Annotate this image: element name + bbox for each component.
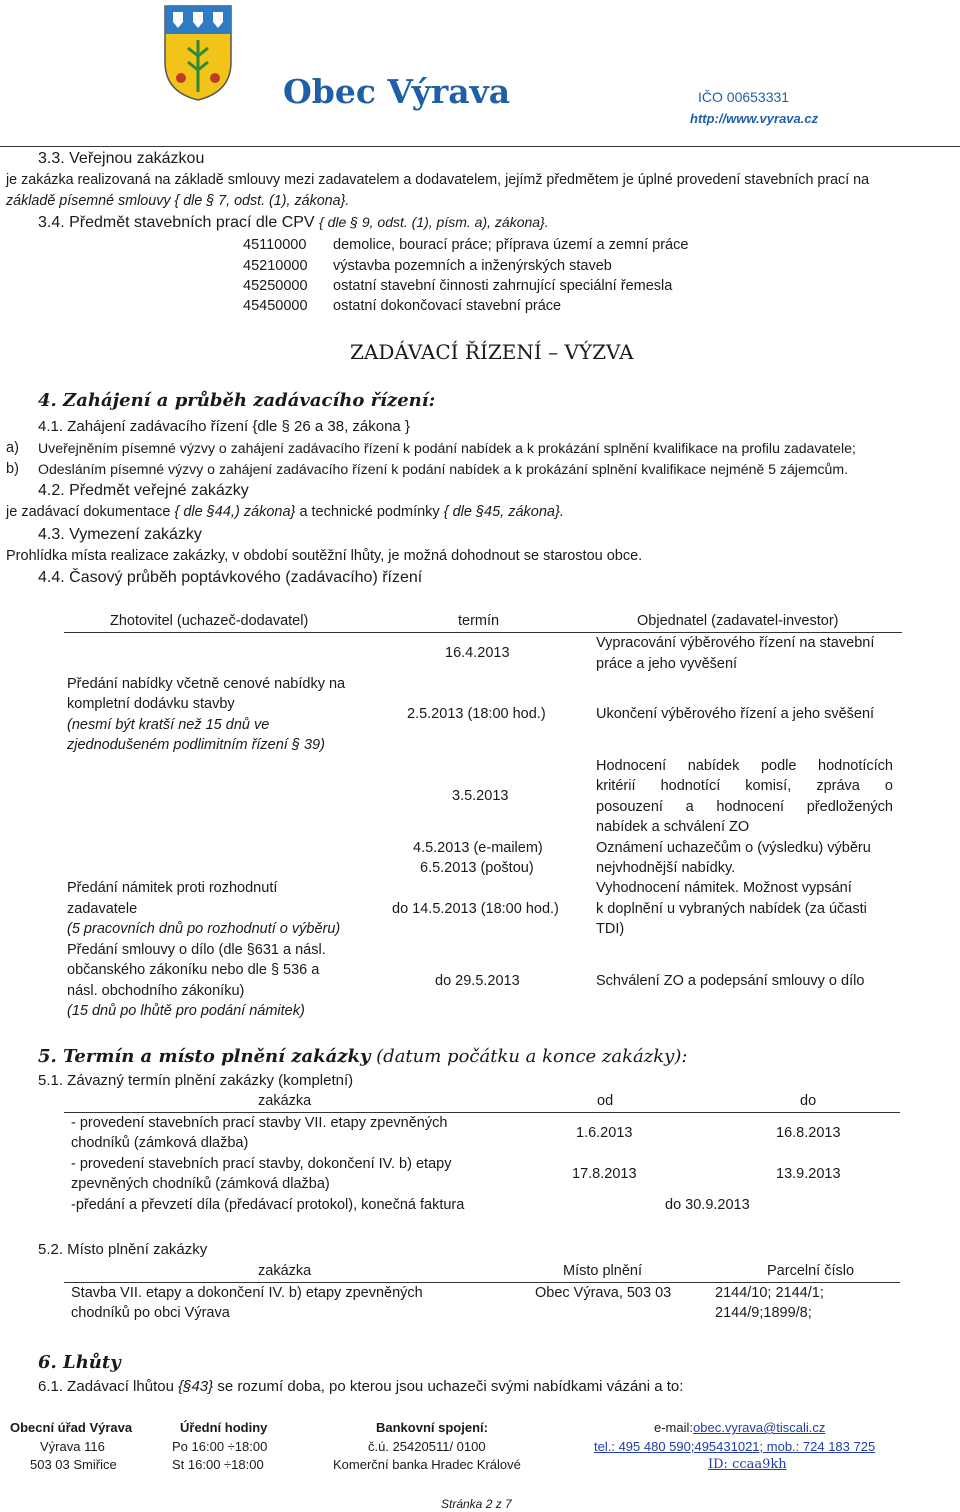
footer-hours-title: Úřední hodiny bbox=[180, 1420, 268, 1435]
timeline-contractor-text: zadavatele bbox=[67, 901, 138, 917]
place-location: Obec Výrava, 503 03 bbox=[535, 1285, 672, 1301]
schedule-to: do 30.9.2013 bbox=[665, 1197, 750, 1213]
timeline-client-text: TDI) bbox=[596, 921, 625, 937]
timeline-term: do 29.5.2013 bbox=[435, 973, 520, 989]
timeline-client-text: nejvhodnější nabídky. bbox=[596, 860, 736, 876]
schedule-row-text: -předání a převzetí díla (předávací protokol), konečná faktura bbox=[71, 1197, 465, 1213]
footer-bank-name: Komerční banka Hradec Králové bbox=[333, 1457, 521, 1472]
footer-office-title: Obecní úřad Výrava bbox=[10, 1420, 133, 1435]
place-header-parcel: Parcelní číslo bbox=[767, 1263, 855, 1279]
cpv-desc: ostatní stavební činnosti zahrnující speciální řemesla bbox=[333, 278, 673, 294]
schedule-from: 1.6.2013 bbox=[576, 1125, 633, 1141]
schedule-header-rule bbox=[64, 1112, 900, 1113]
page-number: Stránka 2 z 7 bbox=[441, 1497, 512, 1511]
section-3-4-heading: 3.4. Předmět stavebních prací dle CPV { dle § 9, odst. (1), písm. a), zákona}. bbox=[38, 214, 549, 231]
timeline-contractor-text: občanského zákoníku nebo dle § 536 a bbox=[67, 962, 320, 978]
timeline-header-contractor: Zhotovitel (uchazeč-dodavatel) bbox=[110, 613, 309, 629]
timeline-term: 6.5.2013 (poštou) bbox=[420, 860, 534, 876]
timeline-term: 4.5.2013 (e-mailem) bbox=[413, 840, 543, 856]
cpv-desc: ostatní dokončovací stavební práce bbox=[333, 298, 562, 314]
item-a-label: a) bbox=[6, 440, 19, 456]
timeline-term: 2.5.2013 (18:00 hod.) bbox=[407, 706, 546, 722]
timeline-term: 16.4.2013 bbox=[445, 645, 510, 661]
schedule-header-to: do bbox=[800, 1093, 817, 1109]
section-5-1-heading: 5.1. Závazný termín plnění zakázky (kompletní) bbox=[38, 1072, 354, 1089]
cpv-desc: demolice, bourací práce; příprava území a zemní práce bbox=[333, 237, 689, 253]
timeline-client-text: práce a jeho vyvěšení bbox=[596, 656, 738, 672]
section-5-heading: 5. Termín a místo plnění zakázky (datum počátku a konce zakázky): bbox=[38, 1046, 688, 1067]
schedule-row-text: zpevněných chodníků (zámková dlažba) bbox=[71, 1176, 330, 1192]
schedule-header-from: od bbox=[597, 1093, 614, 1109]
section-4-heading: 4. Zahájení a průběh zadávacího řízení: bbox=[38, 390, 436, 411]
timeline-client-text: k doplnění u vybraných nabídek (za účasti bbox=[596, 901, 867, 917]
timeline-client-text: nabídek a schválení ZO bbox=[596, 819, 750, 835]
cpv-desc: výstavba pozemních a inženýrských staveb bbox=[333, 258, 612, 274]
footer-email: e-mail:obec.vyrava@tiscali.cz bbox=[654, 1420, 826, 1435]
timeline-client-text: posouzení a hodnocení předložených bbox=[596, 799, 893, 815]
timeline-contractor-text: násl. obchodního zákoníku) bbox=[67, 983, 245, 999]
schedule-to: 16.8.2013 bbox=[776, 1125, 841, 1141]
timeline-contractor-text: Předání smlouvy o dílo (dle §631 a násl. bbox=[67, 942, 326, 958]
page-title: Obec Výrava bbox=[283, 72, 511, 111]
schedule-row-text: - provedení stavebních prací stavby VII. etapy zpevněných bbox=[71, 1115, 448, 1131]
place-header-rule bbox=[64, 1282, 900, 1283]
section-6-1-text: 6.1. Zadávací lhůtou {§43} se rozumí doba, po kterou jsou uchazeči svými nabídkami vázáni a to: bbox=[38, 1378, 684, 1395]
place-row-text: Stavba VII. etapy a dokončení IV. b) etapy zpevněných bbox=[71, 1285, 423, 1301]
footer-office-address: Výrava 116 bbox=[40, 1439, 105, 1454]
place-parcel: 2144/10; 2144/1; bbox=[715, 1285, 824, 1301]
section-3-3-heading: 3.3. Veřejnou zakázkou bbox=[38, 150, 205, 167]
timeline-client-text: Oznámení uchazečům o (výsledku) výběru bbox=[596, 840, 871, 856]
cpv-code: 45450000 bbox=[243, 298, 308, 314]
footer-bank-account: č.ú. 25420511/ 0100 bbox=[368, 1439, 486, 1454]
schedule-row-text: chodníků (zámková dlažba) bbox=[71, 1135, 249, 1151]
timeline-client-text: Ukončení výběrového řízení a jeho svěšení bbox=[596, 706, 875, 722]
footer-databox-id[interactable]: ID: ccaa9kh bbox=[708, 1457, 787, 1472]
timeline-header-rule bbox=[64, 632, 902, 633]
timeline-contractor-note: (15 dnů po lhůtě pro podání námitek) bbox=[67, 1003, 305, 1019]
timeline-contractor-text: Předání námitek proti rozhodnutí bbox=[67, 880, 278, 896]
section-4-1-heading: 4.1. Zahájení zadávacího řízení {dle § 26 a 38, zákona } bbox=[38, 418, 410, 435]
schedule-to: 13.9.2013 bbox=[776, 1166, 841, 1182]
section-5-2-heading: 5.2. Místo plnění zakázky bbox=[38, 1241, 208, 1258]
footer-phone[interactable]: tel.: 495 480 590;495431021; mob.: 724 183 725 bbox=[594, 1439, 876, 1454]
footer-hours: St 16:00 ÷18:00 bbox=[172, 1457, 264, 1472]
timeline-contractor-note: (5 pracovních dnů po rozhodnutí o výběru) bbox=[67, 921, 341, 937]
section-4-3-text: Prohlídka místa realizace zakázky, v období soutěžní lhůty, je možná dohodnout se starostou obce. bbox=[6, 548, 643, 564]
section-3-3-text-line1: je zakázka realizovaná na základě smlouvy mezi zadavatelem a dodavatelem, jejímž předmětem je úplné provedení stavebních prací na bbox=[6, 172, 870, 188]
timeline-term: do 14.5.2013 (18:00 hod.) bbox=[392, 901, 559, 917]
place-row-text: chodníků po obci Výrava bbox=[71, 1305, 230, 1321]
section-4-3-heading: 4.3. Vymezení zakázky bbox=[38, 526, 202, 543]
header-divider bbox=[0, 146, 960, 147]
timeline-header-client: Objednatel (zadavatel-investor) bbox=[637, 613, 839, 629]
procedure-banner: ZADÁVACÍ ŘÍZENÍ – VÝZVA bbox=[350, 340, 634, 364]
website-link[interactable]: http://www.vyrava.cz bbox=[690, 111, 819, 126]
place-header-place: Místo plnění bbox=[563, 1263, 642, 1279]
footer-hours: Po 16:00 ÷18:00 bbox=[172, 1439, 268, 1454]
schedule-row-text: - provedení stavebních prací stavby, dokončení IV. b) etapy bbox=[71, 1156, 452, 1172]
cpv-code: 45250000 bbox=[243, 278, 308, 294]
timeline-contractor-note: (nesmí být kratší než 15 dnů ve bbox=[67, 717, 270, 733]
municipal-crest-logo bbox=[163, 4, 233, 102]
timeline-contractor-text: Předání nabídky včetně cenové nabídky na bbox=[67, 676, 346, 692]
footer-office-address: 503 03 Smiřice bbox=[30, 1457, 117, 1472]
section-6-heading: 6. Lhůty bbox=[38, 1352, 121, 1373]
email-link[interactable]: obec.vyrava@tiscali.cz bbox=[693, 1420, 826, 1435]
place-header-work: zakázka bbox=[258, 1263, 312, 1279]
timeline-term: 3.5.2013 bbox=[452, 788, 509, 804]
section-4-4-heading: 4.4. Časový průběh poptávkového (zadávacího) řízení bbox=[38, 569, 423, 586]
section-4-2-heading: 4.2. Předmět veřejné zakázky bbox=[38, 482, 249, 499]
cpv-code: 45110000 bbox=[243, 237, 307, 253]
schedule-header-work: zakázka bbox=[258, 1093, 312, 1109]
timeline-client-text: Schválení ZO a podepsání smlouvy o dílo bbox=[596, 973, 865, 989]
ico-number: IČO 00653331 bbox=[698, 89, 790, 105]
section-3-3-text-line2: základě písemné smlouvy { dle § 7, odst. (1), zákona}. bbox=[6, 193, 350, 209]
timeline-client-text: kritérií hodnotící komisí, zpráva o bbox=[596, 778, 893, 794]
timeline-client-text: Hodnocení nabídek podle hodnotících bbox=[596, 758, 893, 774]
item-b-text: Odesláním písemné výzvy o zahájení zadávacího řízení k podání nabídek a k prokázání splnění kvalifikace nejméně 5 zájemcům. bbox=[38, 461, 849, 477]
item-b-label: b) bbox=[6, 461, 19, 477]
footer-bank-title: Bankovní spojení: bbox=[376, 1420, 488, 1435]
schedule-from: 17.8.2013 bbox=[572, 1166, 637, 1182]
timeline-client-text: Vyhodnocení námitek. Možnost vypsání bbox=[596, 880, 852, 896]
timeline-client-text: Vypracování výběrového řízení na stavební bbox=[596, 635, 875, 651]
timeline-contractor-text: kompletní dodávku stavby bbox=[67, 696, 235, 712]
cpv-code: 45210000 bbox=[243, 258, 308, 274]
timeline-header-term: termín bbox=[458, 613, 500, 629]
section-4-2-text: je zadávací dokumentace { dle §44,) zákona} a technické podmínky { dle §45, zákona}. bbox=[6, 504, 564, 520]
timeline-contractor-note: zjednodušeném podlimitním řízení § 39) bbox=[67, 737, 325, 753]
item-a-text: Uveřejněním písemné výzvy o zahájení zadávacího řízení k podání nabídek a k prokázání splnění kvalifikace na profilu zadavatele; bbox=[38, 440, 856, 456]
place-parcel: 2144/9;1899/8; bbox=[715, 1305, 812, 1321]
